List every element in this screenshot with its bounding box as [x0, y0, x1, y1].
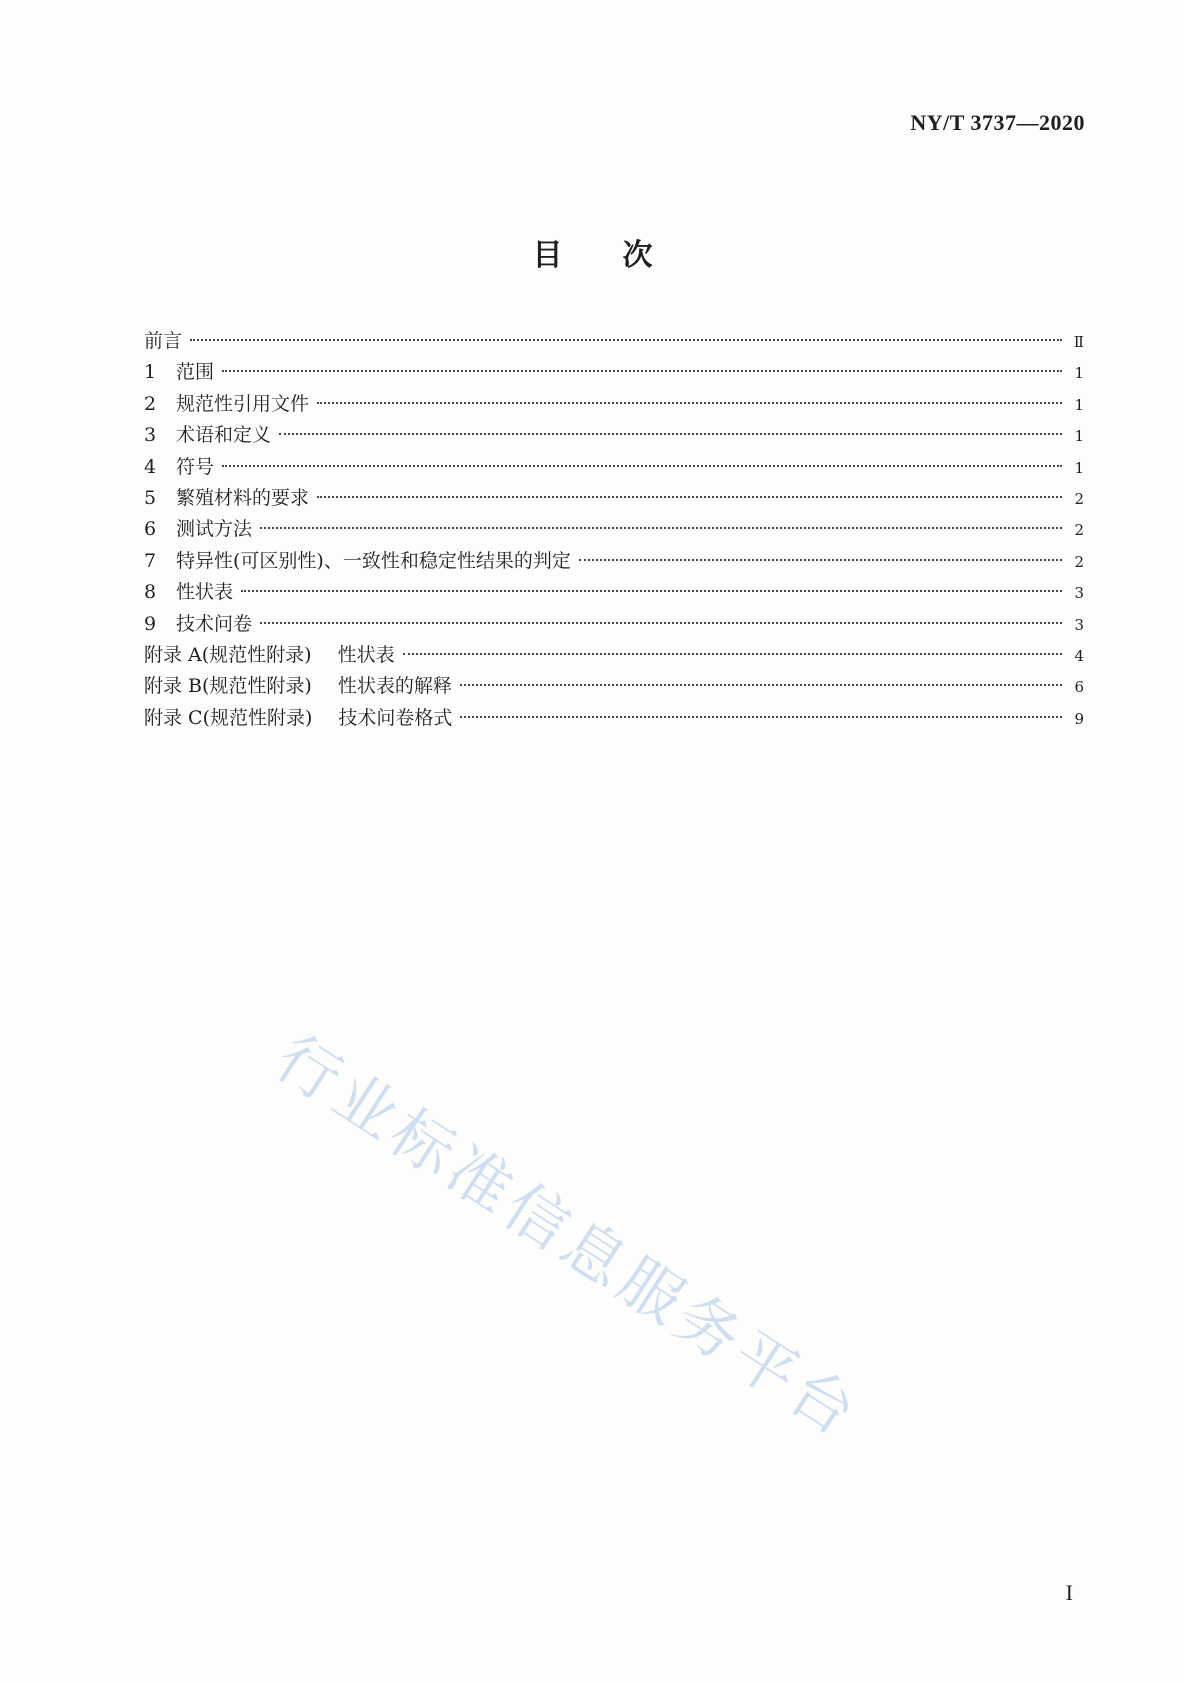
toc-number: 6: [144, 518, 157, 541]
toc-label: 符号: [176, 455, 215, 478]
toc-page: 1: [1074, 395, 1084, 414]
toc-label: 特异性(可区别性)、一致性和稳定性结果的判定: [176, 549, 571, 572]
toc-label: [144, 671, 452, 702]
toc-leader-dots: [260, 527, 1062, 529]
toc-page: 2: [1074, 489, 1084, 508]
toc-leader-dots: [241, 590, 1062, 592]
toc-page: Ⅱ: [1073, 333, 1084, 351]
toc-page: 1: [1074, 458, 1084, 477]
toc-entry-2[interactable]: [144, 389, 1084, 420]
toc-title: [0, 230, 1185, 274]
toc-label: 前言: [144, 330, 183, 352]
toc-number: 7: [144, 549, 157, 572]
toc-leader-dots: [279, 433, 1062, 435]
toc-leader-dots: [317, 402, 1062, 404]
toc-page: 2: [1074, 521, 1084, 540]
toc-number: 3: [144, 424, 157, 447]
toc-number: 8: [144, 581, 157, 604]
toc-label: [144, 703, 452, 734]
toc-entry-1[interactable]: [144, 357, 1084, 388]
toc-entry-annex-c[interactable]: [144, 703, 1084, 734]
watermark: 行业标准信息服务平台: [263, 1020, 874, 1453]
toc-entry-7[interactable]: [144, 546, 1084, 577]
toc-page: 3: [1074, 584, 1084, 603]
toc-leader-dots: [579, 559, 1062, 561]
toc-page: 2: [1074, 552, 1084, 571]
toc-page: 9: [1074, 709, 1084, 728]
toc-label: 性状表: [176, 581, 234, 604]
toc-title-part2: 次: [622, 238, 653, 273]
toc-leader-dots: [222, 465, 1062, 467]
toc-entry-9[interactable]: [144, 609, 1084, 640]
toc-annex-title: 性状表: [337, 643, 395, 666]
toc-entry-annex-a[interactable]: [144, 640, 1084, 671]
toc-page: 4: [1074, 646, 1084, 665]
toc-entry-6[interactable]: [144, 514, 1084, 545]
toc-entry-5[interactable]: [144, 483, 1084, 514]
toc-number: 2: [144, 392, 157, 415]
toc-entry-4[interactable]: [144, 452, 1084, 483]
page-number: I: [1065, 1580, 1073, 1605]
standard-code: NY/T 3737—2020: [910, 110, 1085, 135]
toc-label: 繁殖材料的要求: [176, 486, 310, 509]
toc-number: 5: [144, 486, 157, 509]
toc-entry-8[interactable]: [144, 577, 1084, 608]
table-of-contents: [144, 326, 1084, 734]
toc-label: 技术问卷: [176, 612, 253, 635]
toc-label: 测试方法: [176, 518, 253, 541]
toc-number: 4: [144, 455, 157, 478]
toc-annex-label: 附录 A(规范性附录): [144, 643, 312, 666]
toc-page: 3: [1074, 615, 1084, 634]
toc-leader-dots: [260, 622, 1062, 624]
toc-leader-dots: [222, 370, 1062, 372]
toc-page: 1: [1074, 427, 1084, 446]
toc-annex-label: 附录 B(规范性附录): [144, 675, 312, 698]
toc-number: 9: [144, 612, 157, 635]
toc-leader-dots: [403, 653, 1062, 655]
toc-label: 规范性引用文件: [176, 392, 310, 415]
toc-number: 1: [144, 361, 157, 384]
toc-leader-dots: [317, 496, 1062, 498]
toc-label: 范围: [176, 361, 215, 384]
toc-annex-label: 附录 C(规范性附录): [144, 706, 313, 729]
toc-title-part1: 目: [532, 238, 563, 273]
toc-entry-annex-b[interactable]: [144, 671, 1084, 702]
toc-entry-foreword[interactable]: [144, 326, 1084, 357]
toc-leader-dots: [460, 716, 1062, 718]
toc-entry-3[interactable]: [144, 420, 1084, 451]
toc-annex-title: 技术问卷格式: [338, 706, 453, 729]
toc-leader-dots: [460, 684, 1062, 686]
toc-label: [144, 640, 395, 671]
toc-leader-dots: [190, 339, 1062, 341]
toc-label: 术语和定义: [176, 424, 272, 447]
toc-page: 6: [1074, 678, 1084, 697]
toc-annex-title: 性状表的解释: [337, 675, 452, 698]
toc-page: 1: [1074, 364, 1084, 383]
